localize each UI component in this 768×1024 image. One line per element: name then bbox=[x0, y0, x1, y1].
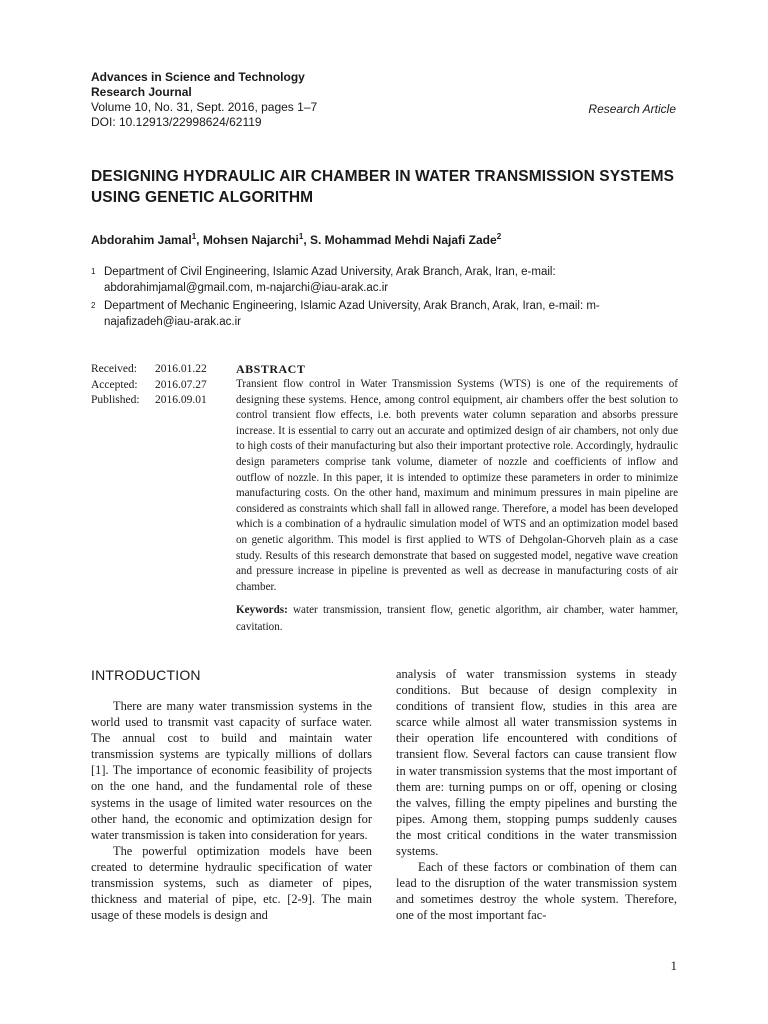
journal-doi: DOI: 10.12913/22998624/62119 bbox=[91, 115, 262, 129]
date-value: 2016.07.27 bbox=[155, 378, 207, 391]
author-separator: , bbox=[196, 233, 203, 247]
abstract-heading: ABSTRACT bbox=[236, 362, 306, 376]
affiliation-number: 2 bbox=[91, 301, 96, 310]
affiliation-text: Department of Civil Engineering, Islamic Azad University, Arak Branch, Arak, Iran, e-mail: abdorahimjamal@gmail.com, m-najarchi@iau-arak.ac.ir bbox=[104, 266, 556, 294]
date-value: 2016.09.01 bbox=[155, 394, 207, 407]
date-row bbox=[91, 378, 231, 394]
date-row bbox=[91, 362, 231, 378]
publication-dates bbox=[91, 362, 231, 409]
author-affiliation-mark: 2 bbox=[496, 232, 502, 241]
affiliation-number: 1 bbox=[91, 267, 96, 276]
abstract-section bbox=[236, 362, 678, 635]
section-heading-introduction: INTRODUCTION bbox=[91, 667, 201, 683]
date-label: Published: bbox=[91, 394, 140, 407]
author-list bbox=[91, 232, 681, 247]
body-column-left bbox=[91, 698, 372, 923]
affiliation bbox=[91, 264, 681, 296]
paper-title: DESIGNING HYDRAULIC AIR CHAMBER IN WATER TRANSMISSION SYSTEMS USING GENETIC ALGORITHM bbox=[91, 168, 675, 206]
journal-name-line2: Research Journal bbox=[91, 85, 192, 99]
date-value: 2016.01.22 bbox=[155, 363, 207, 375]
date-label: Received: bbox=[91, 363, 137, 375]
article-type-label: Research Article bbox=[588, 102, 676, 116]
author-separator: , bbox=[303, 233, 310, 247]
body-paragraph: The powerful optimization models have been created to determine hydraulic specification of water transmission systems, such as diameter of pipes, thickness and material of pipe, etc. [2-9]. The main usage of these models is design and bbox=[91, 843, 372, 923]
journal-name: Advances in Science and Technology bbox=[91, 70, 305, 84]
keywords-label: Keywords: bbox=[236, 604, 288, 617]
date-label: Accepted: bbox=[91, 378, 138, 391]
body-paragraph: There are many water transmission systems in the world used to transmit vast capacity of surface water. The annual cost to build and maintain water transmission systems are typically millions of dollars [1]. The importance of economic feasibility of projects on the one hand, and the fundamental role of these systems in the usage of limited water resources on the other hand, the economic and optimization design for water transmission is taken into consideration for years. bbox=[91, 699, 372, 842]
body-paragraph: Each of these factors or combination of them can lead to the disruption of the water transmission system and sometimes destroy the whole system. Therefore, one of the most important fac- bbox=[396, 860, 677, 923]
keywords bbox=[236, 602, 678, 635]
journal-volume: Volume 10, No. 31, Sept. 2016, pages 1–7 bbox=[91, 100, 318, 114]
date-row bbox=[91, 393, 231, 409]
affiliation bbox=[91, 298, 681, 330]
keywords-text: water transmission, transient flow, genetic algorithm, air chamber, water hammer, cavitation. bbox=[236, 604, 679, 633]
body-paragraph: analysis of water transmission systems in steady conditions. But because of design complexity in conditions of transient flow, studies in this area are scarce while almost all water transmission systems in their operation life encountered with conditions of transient flow. Several factors can cause transient flow in water transmission systems that the most important of them are: turning pumps on or off, opening or closing the valves, filling the empty pipelines and bursting the pipes. Among them, stopping pumps suddenly causes the most critical conditions in the water transmission systems. bbox=[396, 667, 677, 859]
journal-header bbox=[91, 70, 451, 130]
affiliation-text: Department of Mechanic Engineering, Islamic Azad University, Arak Branch, Arak, Iran, e-mail: m-najafizadeh@iau-arak.ac.ir bbox=[104, 300, 600, 328]
author-affiliation-mark: 1 bbox=[191, 232, 197, 241]
author-name: S. Mohammad Mehdi Najafi Zade bbox=[309, 233, 497, 247]
author-affiliation-mark: 1 bbox=[298, 232, 304, 241]
author-name: Abdorahim Jamal bbox=[91, 233, 192, 247]
abstract-text: Transient flow control in Water Transmission Systems (WTS) is one of the requirements of designing these systems. Hence, among control equipment, air chambers offer the best solution to control transient flow effects, i.e. both prevents water column separation and absorbs pressure increase. It is essential to carry out an accurate and optimized design of air chambers, not only due to high costs of their manufacturing but also their important protective role. Accordingly, hydraulic design parameters comprise tank volume, diameter of nozzle and coefficients of inflow and outflow of nozzle. In this paper, it is intended to optimize these parameters in order to minimize manufacturing costs. On the other hand, maximum and minimum pressures in main pipeline are considered as constraints which shall fall in allowed range. Therefore, a model has been developed which is a combination of a hydraulic simulation model of WTS and an optimization model based on genetic algorithm. This model is first applied to WTS of Dehgolan-Ghorveh plain as a case study. Results of this research demonstrate that based on suggested model, negative wave creation and pressure increase in pipeline is prevented as well as decrease in manufacturing costs of air chamber. bbox=[236, 378, 678, 593]
body-column-right bbox=[396, 666, 677, 924]
page-number: 1 bbox=[670, 958, 677, 973]
author-name: Mohsen Najarchi bbox=[202, 233, 299, 247]
